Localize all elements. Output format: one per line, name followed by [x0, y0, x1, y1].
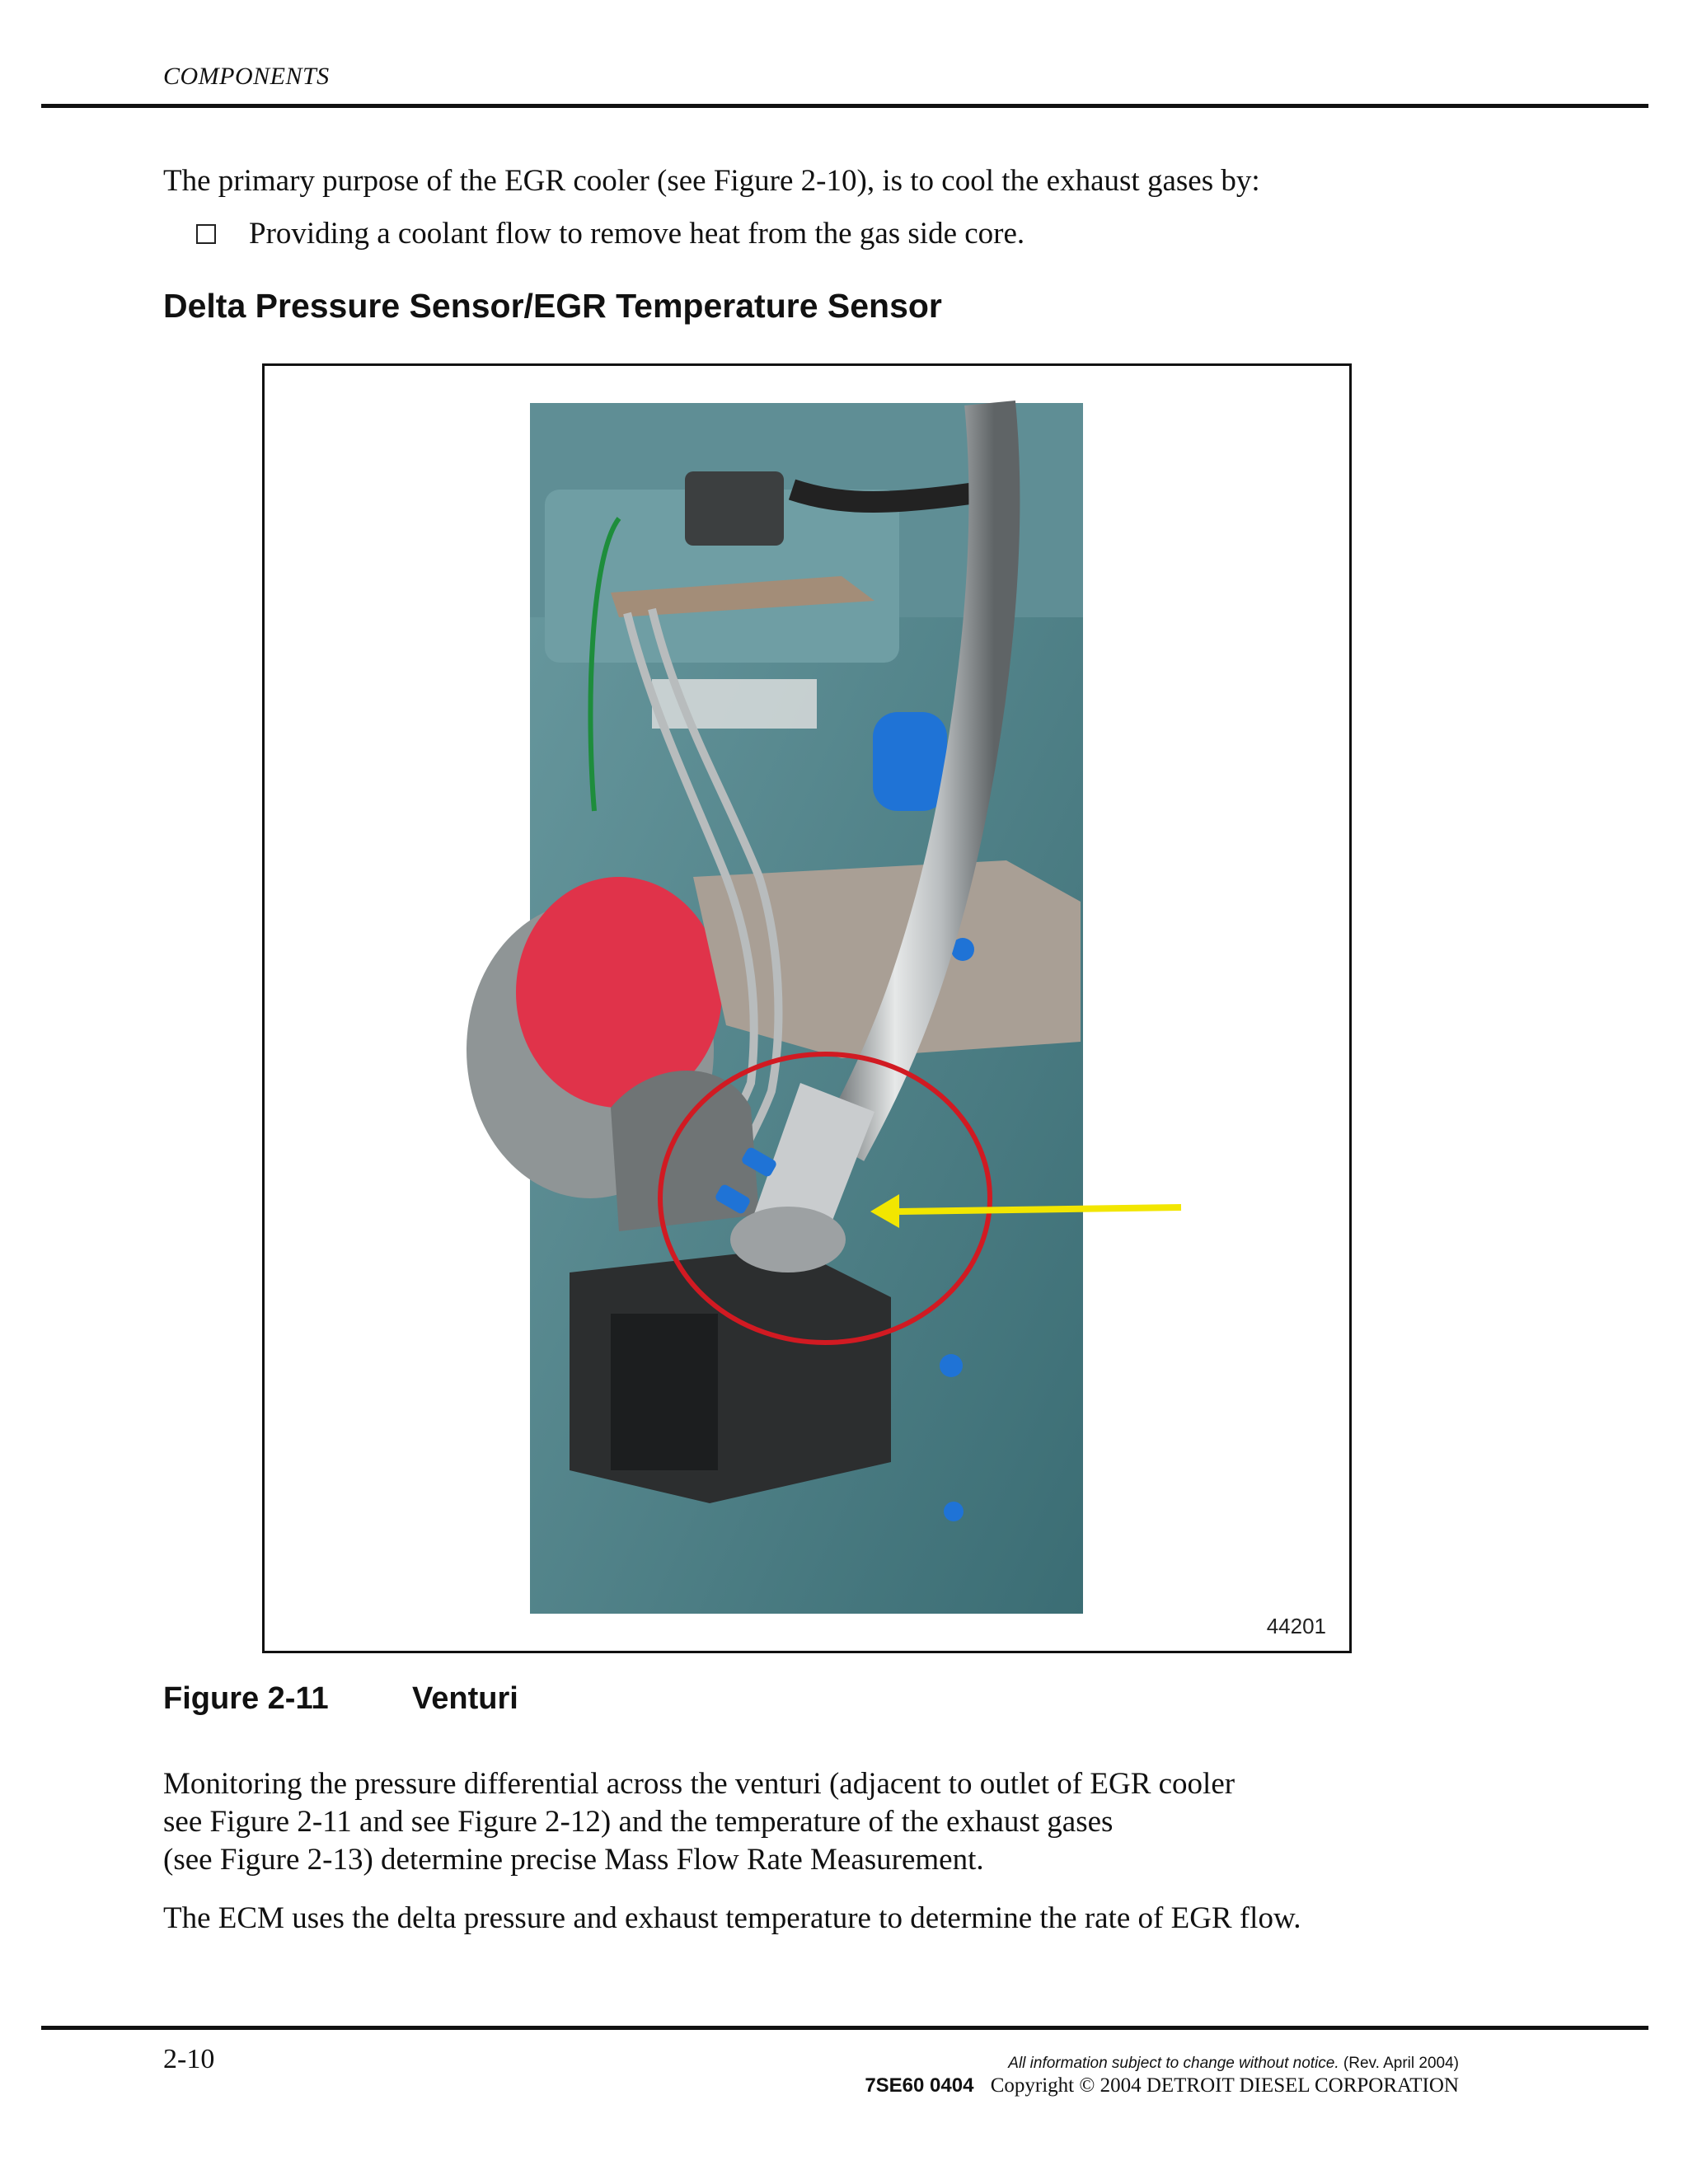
paragraph-line: Monitoring the pressure differential across the venturi (adjacent to outlet of EGR cooler — [163, 1767, 1236, 1801]
running-header: COMPONENTS — [163, 63, 330, 90]
header-rule — [41, 104, 1648, 108]
blue-hose — [873, 712, 947, 811]
doc-code: 7SE60 0404 — [865, 2074, 974, 2097]
footer-notice-line — [865, 2055, 1459, 2073]
bullet-item — [196, 216, 1025, 251]
revision-text: (Rev. April 2004) — [1343, 2055, 1459, 2072]
figure-frame — [262, 363, 1352, 1653]
footer-rule — [41, 2026, 1648, 2030]
figure-label: Figure 2-11 — [163, 1681, 329, 1716]
notice-text: All information subject to change without notice. — [1008, 2055, 1339, 2072]
footer-copyright-line — [865, 2074, 1459, 2097]
copyright-text: Copyright © 2004 DETROIT DIESEL CORPORATION — [990, 2074, 1459, 2097]
image-number: 44201 — [1266, 1614, 1326, 1638]
figure-title: Venturi — [412, 1681, 518, 1716]
sensor-connector — [685, 471, 784, 546]
page-number: 2-10 — [163, 2044, 215, 2074]
paragraph-line: (see Figure 2-13) determine precise Mass Flow Rate Measurement. — [163, 1843, 984, 1877]
section-heading: Delta Pressure Sensor/EGR Temperature Sensor — [163, 287, 942, 325]
body-paragraph-2: The ECM uses the delta pressure and exhaust temperature to determine the rate of EGR flow. — [163, 1901, 1301, 1935]
checkbox-bullet-icon — [196, 224, 216, 244]
intro-paragraph: The primary purpose of the EGR cooler (see Figure 2-10), is to cool the exhaust gases by: — [163, 164, 1260, 198]
footer-info — [865, 2055, 1459, 2097]
figure-caption — [163, 1681, 518, 1717]
body-paragraph-1 — [163, 1765, 1449, 1879]
pointer-arrow — [899, 1207, 1181, 1212]
paragraph-line: see Figure 2-11 and see Figure 2-12) and the temperature of the exhaust gases — [163, 1805, 1114, 1839]
bullet-text: Providing a coolant flow to remove heat from the gas side core. — [249, 217, 1025, 251]
venturi-photo — [265, 366, 1349, 1651]
